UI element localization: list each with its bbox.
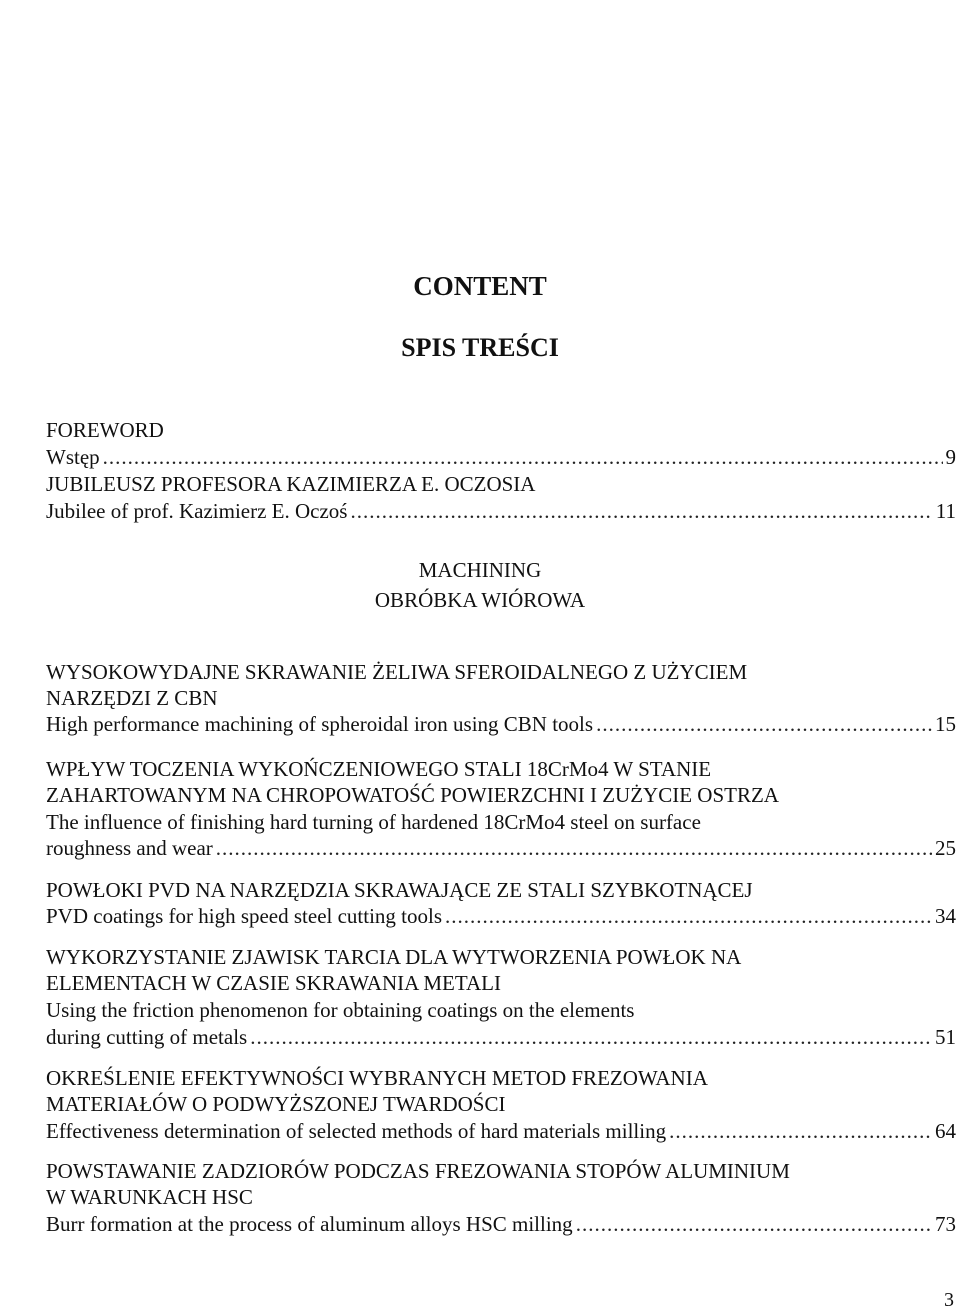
page-number: 3: [944, 1289, 954, 1311]
toc-entry-5: [46, 1117, 956, 1145]
entry-1-title-pl-line2: NARZĘDZI Z CBN: [46, 686, 218, 710]
entry-5-title-pl-line1: OKREŚLENIE EFEKTYWNOŚCI WYBRANYCH METOD FREZOWANIA: [46, 1066, 708, 1090]
dot-leader: [596, 710, 932, 738]
entry-text: PVD coatings for high speed steel cutting tools: [46, 904, 443, 928]
page-subtitle: SPIS TREŚCI: [401, 333, 559, 362]
dot-leader: [103, 443, 943, 471]
toc-entry-2: [46, 834, 956, 862]
entry-text: Burr formation at the process of aluminum alloys HSC milling: [46, 1212, 573, 1236]
entry-2-title-pl-line1: WPŁYW TOCZENIA WYKOŃCZENIOWEGO STALI 18CrMo4 W STANIE: [46, 757, 712, 781]
toc-entry-3: [46, 902, 956, 930]
entry-2-title-pl-line2: ZAHARTOWANYM NA CHROPOWATOŚĆ POWIERZCHNI I ZUŻYCIE OSTRZA: [46, 783, 779, 807]
page-ref: 15: [935, 712, 956, 736]
foreword-heading: FOREWORD: [46, 418, 164, 442]
page-ref: 51: [935, 1025, 956, 1049]
toc-entry-jubilee: [46, 497, 956, 525]
dot-leader: [445, 902, 932, 930]
entry-5-title-pl-line2: MATERIAŁÓW O PODWYŻSZONEJ TWARDOŚCI: [46, 1092, 506, 1116]
dot-leader: [350, 497, 932, 525]
dot-leader: [216, 834, 932, 862]
entry-4-title-pl-line1: WYKORZYSTANIE ZJAWISK TARCIA DLA WYTWORZENIA POWŁOK NA: [46, 945, 742, 969]
entry-text: during cutting of metals: [46, 1025, 248, 1049]
entry-6-title-pl-line1: POWSTAWANIE ZADZIORÓW PODCZAS FREZOWANIA STOPÓW ALUMINIUM: [46, 1159, 790, 1183]
entry-text: High performance machining of spheroidal iron using CBN tools: [46, 712, 594, 736]
page-ref: 64: [935, 1119, 956, 1143]
toc-entry-4: [46, 1023, 956, 1051]
entry-6-title-pl-line2: W WARUNKACH HSC: [46, 1185, 253, 1209]
page-ref: 9: [945, 445, 956, 469]
page-ref: 34: [935, 904, 956, 928]
entry-4-title-pl-line2: ELEMENTACH W CZASIE SKRAWANIA METALI: [46, 971, 501, 995]
entry-2-title-en-line1: The influence of finishing hard turning of hardened 18CrMo4 steel on surface: [46, 810, 701, 834]
toc-entry-1: [46, 710, 956, 738]
page-ref: 73: [935, 1212, 956, 1236]
section-title-pl: OBRÓBKA WIÓROWA: [374, 588, 586, 612]
section-title-en: MACHINING: [418, 558, 542, 582]
page-ref: 25: [935, 836, 956, 860]
entry-1-title-pl-line1: WYSOKOWYDAJNE SKRAWANIE ŻELIWA SFEROIDALNEGO Z UŻYCIEM: [46, 660, 748, 684]
jubilee-heading: JUBILEUSZ PROFESORA KAZIMIERZA E. OCZOSIA: [46, 472, 536, 496]
entry-text: roughness and wear: [46, 836, 213, 860]
page-ref: 11: [935, 499, 956, 523]
entry-text: Wstęp: [46, 445, 100, 469]
dot-leader: [576, 1210, 932, 1238]
dot-leader: [250, 1023, 932, 1051]
dot-leader: [669, 1117, 932, 1145]
entry-text: Jubilee of prof. Kazimierz E. Oczoś: [46, 499, 348, 523]
entry-3-title-pl-line1: POWŁOKI PVD NA NARZĘDZIA SKRAWAJĄCE ZE STALI SZYBKOTNĄCEJ: [46, 878, 753, 902]
toc-entry-6: [46, 1210, 956, 1238]
page-title: CONTENT: [413, 271, 547, 301]
entry-text: Effectiveness determination of selected methods of hard materials milling: [46, 1119, 667, 1143]
toc-entry-foreword: [46, 443, 956, 471]
entry-4-title-en-line1: Using the friction phenomenon for obtaining coatings on the elements: [46, 998, 635, 1022]
